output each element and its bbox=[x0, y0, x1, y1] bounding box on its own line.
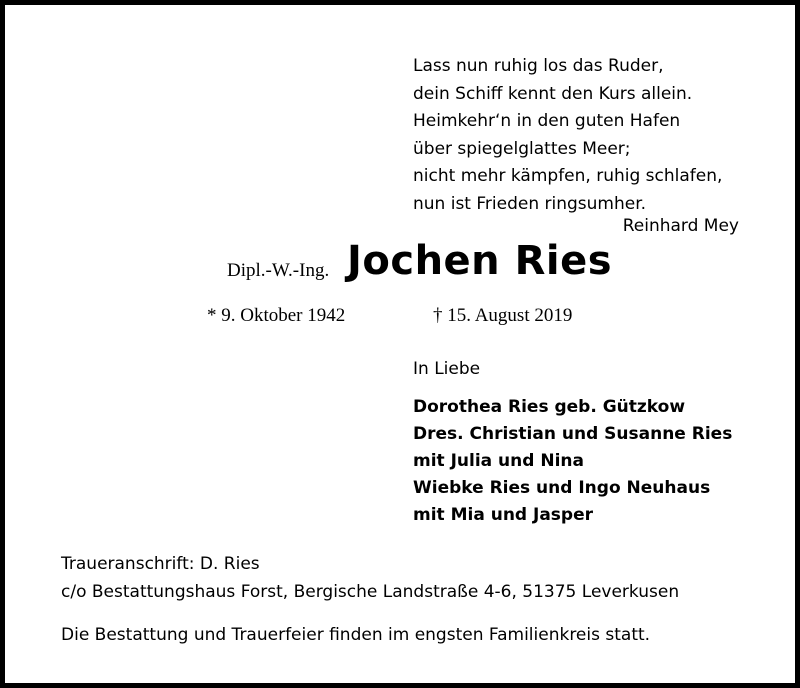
poem-author: Reinhard Mey bbox=[622, 216, 739, 236]
poem-line: nun ist Frieden ringsumher. bbox=[413, 193, 647, 214]
mourner-line: mit Julia und Nina bbox=[413, 451, 584, 471]
poem-line: nicht mehr kämpfen, ruhig schlafen, bbox=[413, 166, 723, 186]
poem-line: Heimkehr‘n in den guten Hafen bbox=[413, 111, 681, 131]
mourner-line: mit Mia und Jasper bbox=[413, 505, 594, 525]
funeral-note: Die Bestattung und Trauerfeier finden im engsten Familienkreis statt. bbox=[61, 625, 651, 645]
deceased-name: Jochen Ries bbox=[347, 238, 613, 284]
mourner-line: Dorothea Ries geb. Gützkow bbox=[413, 397, 686, 417]
mourners-list bbox=[413, 394, 732, 529]
mourners-intro: In Liebe bbox=[413, 359, 481, 379]
mourning-address bbox=[61, 550, 679, 606]
death-date: † 15. August 2019 bbox=[433, 305, 573, 326]
academic-title: Dipl.-W.-Ing. bbox=[227, 260, 330, 281]
mourner-line: Wiebke Ries und Ingo Neuhaus bbox=[413, 478, 711, 498]
mourner-line: Dres. Christian und Susanne Ries bbox=[413, 424, 733, 444]
address-line-2: c/o Bestattungshaus Forst, Bergische Landstraße 4-6, 51375 Leverkusen bbox=[61, 582, 680, 602]
poem bbox=[413, 53, 722, 218]
poem-line: dein Schiff kennt den Kurs allein. bbox=[413, 83, 693, 104]
poem-line: Lass nun ruhig los das Ruder, bbox=[413, 56, 664, 76]
poem-line: über spiegelglattes Meer; bbox=[413, 138, 631, 159]
birth-date: * 9. Oktober 1942 bbox=[207, 305, 346, 326]
address-line-1: Traueranschrift: D. Ries bbox=[61, 554, 260, 574]
